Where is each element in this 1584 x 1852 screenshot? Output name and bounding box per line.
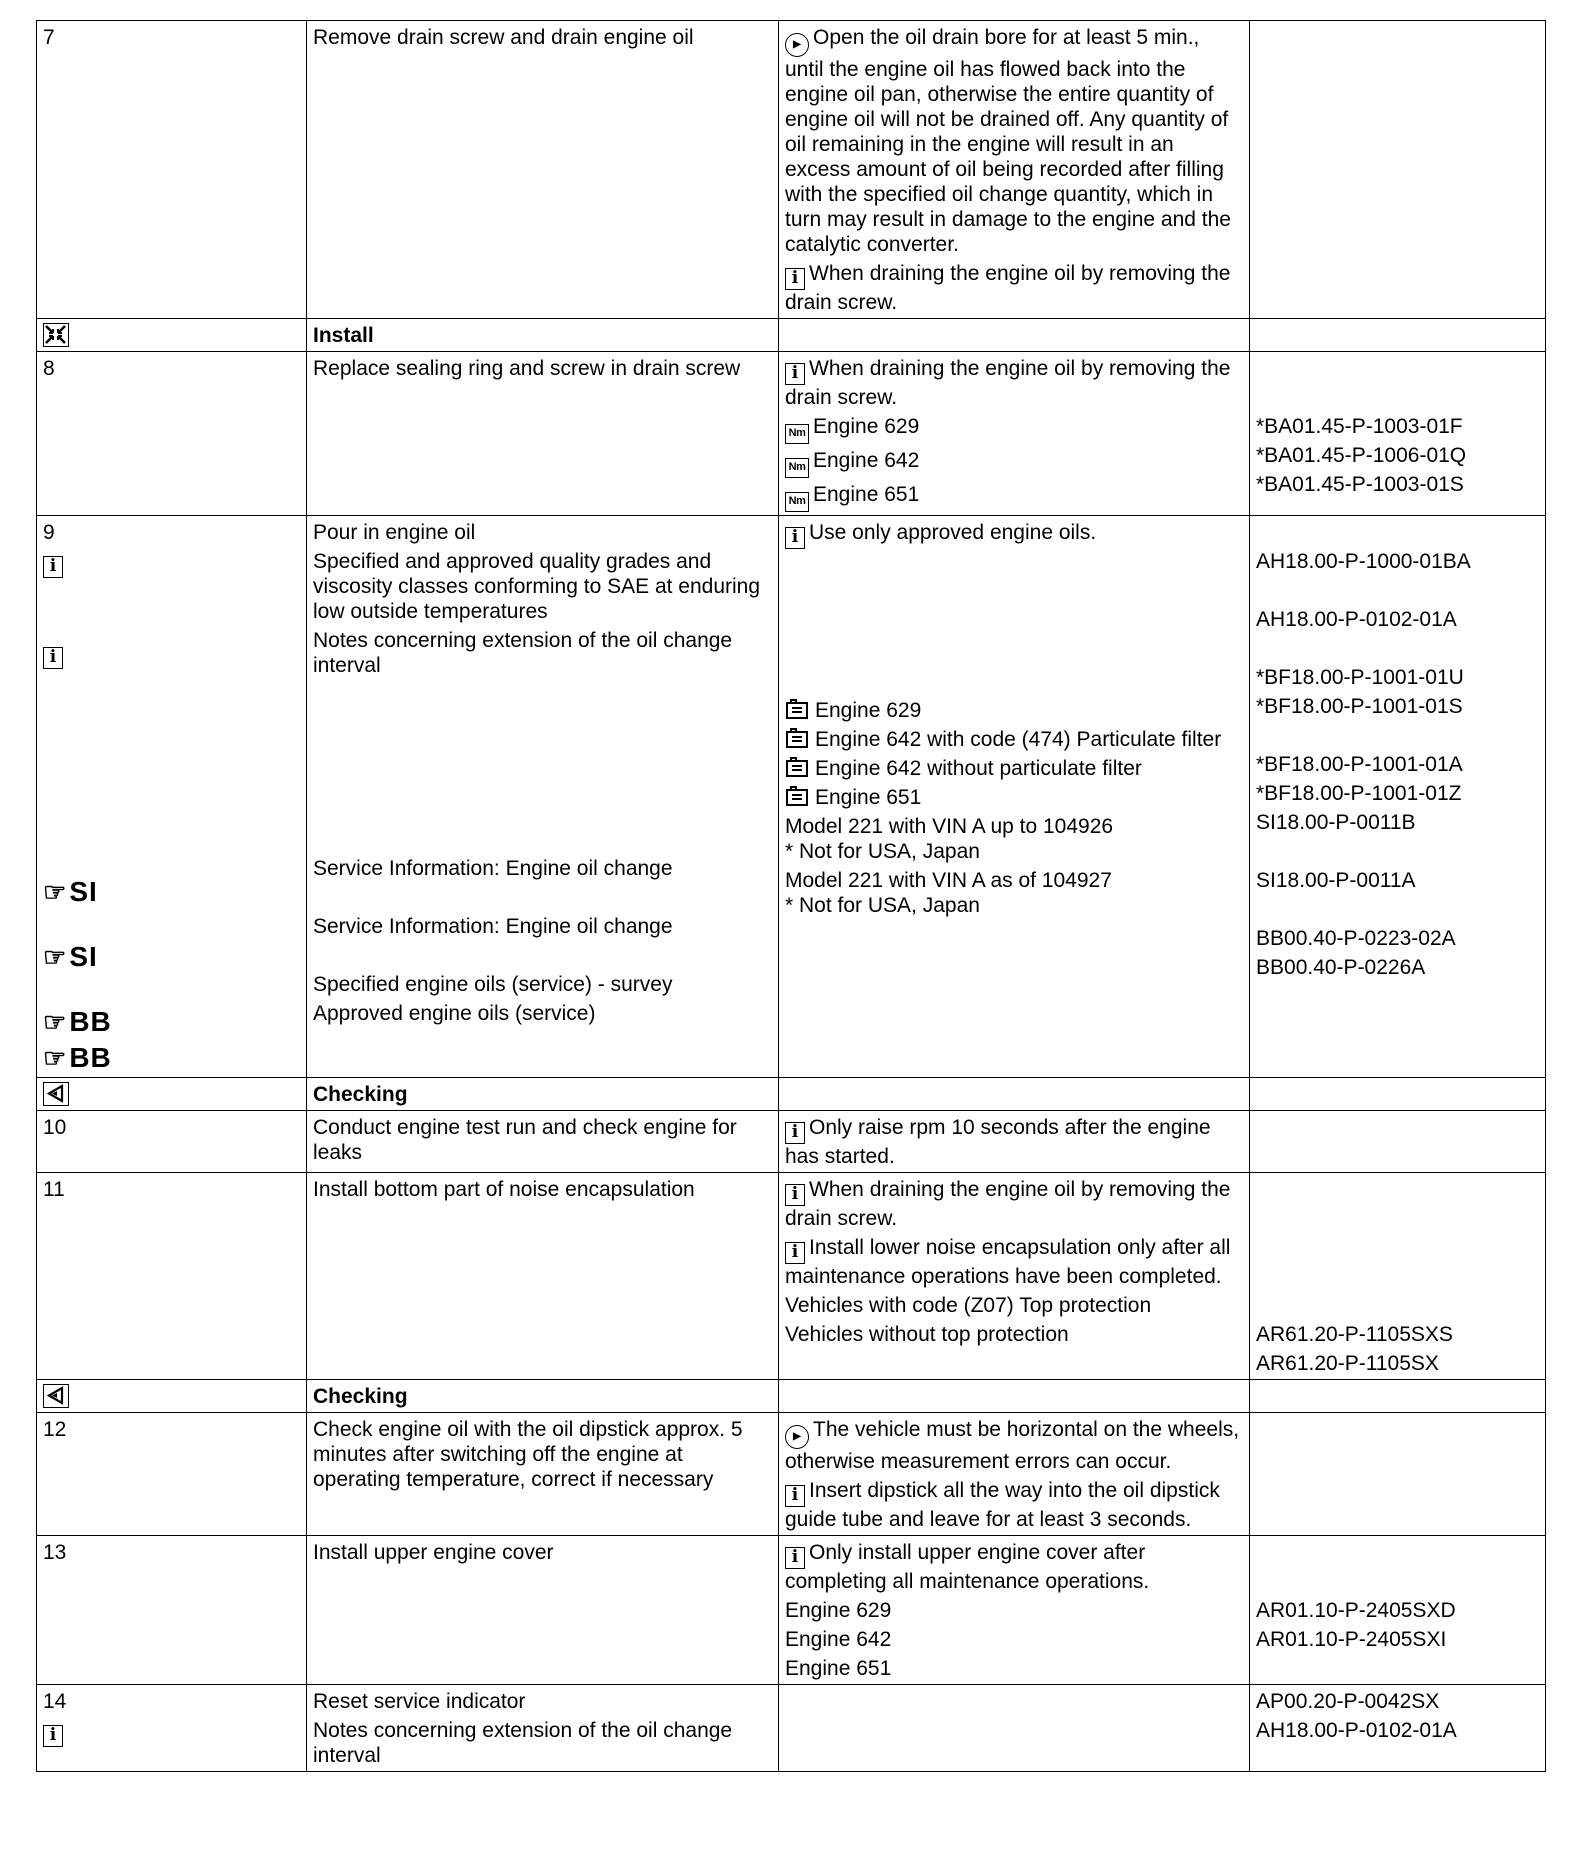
cell-line <box>785 482 1243 512</box>
cell-line <box>1256 810 1539 835</box>
note-cell <box>779 1536 1250 1685</box>
cell-line <box>785 1656 1243 1681</box>
cell-line <box>1256 1627 1539 1652</box>
cell-text: Engine 651 <box>815 786 922 809</box>
cell-line <box>1256 520 1539 545</box>
cell-line <box>313 1384 772 1409</box>
cell-line <box>43 1540 300 1565</box>
cell-text: Only raise rpm 10 seconds after the engine has started. <box>785 1116 1217 1168</box>
cell-line <box>313 520 772 545</box>
work-step-row <box>37 21 1546 319</box>
cell-line <box>43 847 300 872</box>
cell-line <box>313 1082 772 1107</box>
cell-text: When draining the engine oil by removing the drain screw. <box>785 1178 1237 1230</box>
cell-line <box>785 1417 1243 1474</box>
reference-type: BB <box>69 1042 112 1073</box>
reference-cell <box>1250 516 1546 1078</box>
oil-can-icon <box>785 727 811 749</box>
info-icon: i <box>785 268 805 290</box>
pointing-hand-icon: ☞ <box>43 1043 68 1073</box>
cell-text: AH18.00-P-0102-01A <box>1256 1719 1457 1742</box>
pointing-hand-icon: ☞ <box>43 1007 68 1037</box>
step-number-cell <box>37 1111 307 1173</box>
work-step-row <box>37 1173 1546 1380</box>
note-cell <box>779 21 1250 319</box>
cell-line <box>1256 1351 1539 1376</box>
section-title: Install <box>313 324 374 347</box>
cell-line <box>1256 723 1539 748</box>
cell-line <box>43 520 300 545</box>
cell-line <box>313 711 772 736</box>
cell-line <box>313 1689 772 1714</box>
cell-text: Notes concerning extension of the oil change interval <box>313 1719 738 1767</box>
reference-cell <box>1250 1078 1546 1111</box>
cell-text: *BA01.45-P-1003-01S <box>1256 473 1464 496</box>
cell-text: 12 <box>43 1418 67 1441</box>
cell-line <box>313 1177 772 1202</box>
reference-cell <box>1250 319 1546 352</box>
cell-text: BB00.40-P-0226A <box>1256 956 1426 979</box>
cell-line <box>313 25 772 50</box>
cell-line <box>313 943 772 968</box>
note-cell <box>779 352 1250 516</box>
cell-line <box>43 1177 300 1202</box>
cell-text: *BA01.45-P-1003-01F <box>1256 415 1463 438</box>
info-icon: i <box>785 1242 805 1264</box>
cell-line <box>43 818 300 843</box>
cell-line <box>313 769 772 794</box>
cell-text: AR61.20-P-1105SX <box>1256 1352 1439 1375</box>
cell-line <box>785 448 1243 478</box>
cell-line <box>1256 443 1539 468</box>
cell-line <box>1256 472 1539 497</box>
cell-line <box>313 798 772 823</box>
cell-text: *BF18.00-P-1001-01A <box>1256 753 1463 776</box>
warning-icon: ▶ <box>785 33 809 57</box>
cell-line <box>785 1322 1243 1347</box>
cell-line <box>1256 1322 1539 1347</box>
cell-line <box>43 640 300 669</box>
cell-line <box>785 1235 1243 1289</box>
warning-icon: ▶ <box>785 1425 809 1449</box>
cell-line <box>43 760 300 785</box>
cell-text: Check engine oil with the oil dipstick approx. 5 minutes after switching off the engine at operating temperature, correct if necessary <box>313 1418 749 1491</box>
work-step-row <box>37 516 1546 1078</box>
cell-line <box>785 553 1243 578</box>
cell-line <box>313 1115 772 1165</box>
cell-text: Install lower noise encapsulation only after all maintenance operations have been completed. <box>785 1236 1237 1288</box>
cell-line <box>313 1718 772 1768</box>
operation-cell <box>307 1380 779 1413</box>
cell-line <box>43 702 300 727</box>
reference-link[interactable] <box>43 876 300 908</box>
cell-line <box>313 356 772 381</box>
cell-line <box>785 868 1243 918</box>
cell-line <box>1256 636 1539 661</box>
step-number-cell <box>37 1685 307 1772</box>
cell-line <box>785 25 1243 257</box>
cell-text: 7 <box>43 26 55 49</box>
cell-text: Open the oil drain bore for at least 5 min., until the engine oil has flowed back into the engine oil pan, otherwise the entire quantity of engine oil will not be drained off. Any quantity of oil remaining in the engine will result in an excess amount of oil being recorded after filling with the specified oil change quantity, which in turn may result in damage to the engine and the catalytic converter. <box>785 26 1237 256</box>
cell-text: AR01.10-P-2405SXD <box>1256 1599 1456 1622</box>
cell-text: Install upper engine cover <box>313 1541 554 1564</box>
cell-line <box>1256 356 1539 381</box>
info-icon: i <box>43 647 63 669</box>
reference-type: BB <box>69 1006 112 1037</box>
cell-text: Engine 629 <box>815 699 922 722</box>
cell-text: Engine 642 <box>813 449 920 472</box>
section-title: Checking <box>313 1083 408 1106</box>
step-number-cell <box>37 1173 307 1380</box>
cell-line <box>43 1115 300 1140</box>
cell-text: Engine 651 <box>785 1657 892 1680</box>
cell-line <box>313 740 772 765</box>
cell-line <box>313 628 772 678</box>
step-number-cell <box>37 319 307 352</box>
cell-text: *BF18.00-P-1001-01U <box>1256 666 1464 689</box>
work-step-row <box>37 1111 1546 1173</box>
operation-cell <box>307 1685 779 1772</box>
cell-text: Use only approved engine oils. <box>809 521 1097 544</box>
cell-line <box>785 1478 1243 1532</box>
check-icon <box>43 1082 69 1106</box>
cell-text: Engine 642 with code (474) Particulate filter <box>815 728 1222 751</box>
cell-text: 14 <box>43 1690 67 1713</box>
cell-text: SI18.00-P-0011B <box>1256 811 1416 834</box>
cell-line <box>43 731 300 756</box>
cell-line <box>1256 955 1539 980</box>
cell-line <box>1256 897 1539 922</box>
step-number-cell <box>37 1078 307 1111</box>
cell-line <box>1256 1598 1539 1623</box>
cell-line <box>785 520 1243 549</box>
cell-text: 10 <box>43 1116 67 1139</box>
cell-line <box>785 1627 1243 1652</box>
reference-cell <box>1250 1536 1546 1685</box>
cell-line <box>43 1082 300 1107</box>
cell-text: Engine 642 <box>785 1628 892 1651</box>
cell-line <box>785 1177 1243 1231</box>
cell-line <box>43 912 300 937</box>
cell-line <box>313 682 772 707</box>
info-icon: i <box>43 1725 63 1747</box>
cell-line <box>43 673 300 698</box>
cell-line <box>43 1417 300 1442</box>
repair-instructions-document <box>36 20 1545 1772</box>
cell-text: Engine 629 <box>785 1599 892 1622</box>
cell-line <box>785 814 1243 864</box>
note-cell <box>779 319 1250 352</box>
cell-line <box>785 582 1243 607</box>
cell-text: BB00.40-P-0223-02A <box>1256 927 1456 950</box>
cell-text: Insert dipstick all the way into the oil dipstick guide tube and leave for at least 3 seconds. <box>785 1479 1226 1531</box>
cell-text: Engine 651 <box>813 483 920 506</box>
cell-line <box>1256 781 1539 806</box>
note-cell <box>779 516 1250 1078</box>
check-icon <box>43 1384 69 1408</box>
cell-line <box>1256 578 1539 603</box>
cell-line <box>1256 385 1539 410</box>
cell-text: Remove drain screw and drain engine oil <box>313 26 694 49</box>
cell-line <box>1256 694 1539 719</box>
pointing-hand-icon: ☞ <box>43 877 68 907</box>
operation-cell <box>307 1536 779 1685</box>
cell-line <box>43 1384 300 1409</box>
reference-cell <box>1250 1111 1546 1173</box>
operation-cell <box>307 319 779 352</box>
info-icon: i <box>785 1547 805 1569</box>
cell-line <box>313 1417 772 1492</box>
cell-line <box>785 414 1243 444</box>
cell-line <box>1256 926 1539 951</box>
cell-text: Approved engine oils (service) <box>313 1002 596 1025</box>
cell-line <box>43 1718 300 1747</box>
cell-text: The vehicle must be horizontal on the wheels, otherwise measurement errors can occur. <box>785 1418 1245 1473</box>
reference-type: SI <box>69 876 98 907</box>
section-header-row <box>37 1078 1546 1111</box>
reference-link[interactable] <box>43 941 300 973</box>
cell-line <box>785 1540 1243 1594</box>
cell-text: *BF18.00-P-1001-01S <box>1256 695 1463 718</box>
oil-can-icon <box>785 698 811 720</box>
cell-line <box>313 856 772 881</box>
cell-text: AH18.00-P-0102-01A <box>1256 608 1457 631</box>
cell-text: *BA01.45-P-1006-01Q <box>1256 444 1467 467</box>
reference-type: SI <box>69 941 98 972</box>
cell-line <box>1256 1293 1539 1318</box>
work-step-row <box>37 1536 1546 1685</box>
cell-line <box>43 323 300 348</box>
cell-text: Model 221 with VIN A as of 104927 * Not for USA, Japan <box>785 869 1112 917</box>
cell-line <box>43 582 300 607</box>
cell-line <box>313 885 772 910</box>
work-step-row <box>37 1685 1546 1772</box>
cell-line <box>1256 868 1539 893</box>
cell-line <box>785 611 1243 636</box>
cell-line <box>43 977 300 1002</box>
operation-cell <box>307 1078 779 1111</box>
cell-line <box>1256 549 1539 574</box>
cell-line <box>785 261 1243 315</box>
cell-line <box>43 611 300 636</box>
reference-cell <box>1250 352 1546 516</box>
cell-text: Specified and approved quality grades and viscosity classes conforming to SAE at enduring low outside temperatures <box>313 550 766 623</box>
oil-can-icon <box>785 756 811 778</box>
cell-text: Vehicles without top protection <box>785 1323 1069 1346</box>
operation-cell <box>307 21 779 319</box>
section-header-row <box>37 319 1546 352</box>
cell-line <box>1256 1264 1539 1289</box>
cell-line <box>1256 1718 1539 1743</box>
operation-cell <box>307 1173 779 1380</box>
info-icon: i <box>785 1122 805 1144</box>
operation-cell <box>307 1413 779 1536</box>
work-step-row <box>37 1413 1546 1536</box>
reference-cell <box>1250 1380 1546 1413</box>
cell-line <box>785 756 1243 781</box>
torque-icon: Nm <box>785 492 809 512</box>
operation-cell <box>307 1111 779 1173</box>
cell-text: When draining the engine oil by removing the drain screw. <box>785 262 1237 314</box>
oil-can-icon <box>785 785 811 807</box>
cell-text: 13 <box>43 1541 67 1564</box>
reference-cell <box>1250 1685 1546 1772</box>
torque-icon: Nm <box>785 458 809 478</box>
note-cell <box>779 1111 1250 1173</box>
info-icon: i <box>43 556 63 578</box>
cell-line <box>313 1540 772 1565</box>
install-icon <box>43 323 69 347</box>
cell-text: AH18.00-P-1000-01BA <box>1256 550 1471 573</box>
note-cell <box>779 1173 1250 1380</box>
reference-link[interactable] <box>43 1042 300 1074</box>
cell-text: 11 <box>43 1178 65 1201</box>
cell-text: Service Information: Engine oil change <box>313 857 673 880</box>
cell-line <box>1256 414 1539 439</box>
reference-link[interactable] <box>43 1006 300 1038</box>
step-number-cell <box>37 1413 307 1536</box>
cell-text: Replace sealing ring and screw in drain screw <box>313 357 741 380</box>
cell-line <box>43 789 300 814</box>
cell-line <box>785 669 1243 694</box>
operation-cell <box>307 516 779 1078</box>
reference-cell <box>1250 21 1546 319</box>
work-steps-table <box>36 20 1546 1772</box>
cell-text: When draining the engine oil by removing the drain screw. <box>785 357 1237 409</box>
operation-cell <box>307 352 779 516</box>
section-header-row <box>37 1380 1546 1413</box>
note-cell <box>779 1413 1250 1536</box>
cell-line <box>313 1001 772 1026</box>
cell-line <box>785 727 1243 752</box>
cell-text: Only install upper engine cover after completing all maintenance operations. <box>785 1541 1152 1593</box>
work-step-row <box>37 352 1546 516</box>
cell-line <box>43 356 300 381</box>
note-cell <box>779 1078 1250 1111</box>
cell-text: Notes concerning extension of the oil change interval <box>313 629 738 677</box>
step-number-cell <box>37 352 307 516</box>
step-number-cell <box>37 1536 307 1685</box>
cell-text: Conduct engine test run and check engine for leaks <box>313 1116 743 1164</box>
cell-text: 8 <box>43 357 55 380</box>
info-icon: i <box>785 527 805 549</box>
cell-text: Engine 629 <box>813 415 920 438</box>
cell-line <box>1256 1177 1539 1202</box>
cell-line <box>313 914 772 939</box>
cell-line <box>785 640 1243 665</box>
cell-line <box>1256 752 1539 777</box>
cell-text: 9 <box>43 521 55 544</box>
cell-line <box>43 25 300 50</box>
step-number-cell <box>37 516 307 1078</box>
pointing-hand-icon: ☞ <box>43 942 68 972</box>
cell-line <box>1256 1540 1539 1565</box>
cell-line <box>785 1293 1243 1318</box>
cell-text: Service Information: Engine oil change <box>313 915 673 938</box>
step-number-cell <box>37 21 307 319</box>
cell-line <box>785 1115 1243 1169</box>
cell-text: Specified engine oils (service) - survey <box>313 973 673 996</box>
cell-line <box>785 356 1243 410</box>
cell-line <box>313 827 772 852</box>
cell-line <box>313 549 772 624</box>
cell-text: SI18.00-P-0011A <box>1256 869 1416 892</box>
cell-line <box>1256 1235 1539 1260</box>
cell-text: AR61.20-P-1105SXS <box>1256 1323 1453 1346</box>
cell-line <box>313 972 772 997</box>
cell-line <box>1256 665 1539 690</box>
cell-line <box>1256 1689 1539 1714</box>
cell-line <box>43 549 300 578</box>
cell-line <box>1256 1206 1539 1231</box>
section-title: Checking <box>313 1385 408 1408</box>
note-cell <box>779 1685 1250 1772</box>
cell-line <box>43 1689 300 1714</box>
reference-cell <box>1250 1173 1546 1380</box>
cell-line <box>785 698 1243 723</box>
cell-text: Pour in engine oil <box>313 521 476 544</box>
note-cell <box>779 1380 1250 1413</box>
reference-cell <box>1250 1413 1546 1536</box>
cell-line <box>1256 839 1539 864</box>
cell-line <box>785 785 1243 810</box>
cell-text: Vehicles with code (Z07) Top protection <box>785 1294 1152 1317</box>
info-icon: i <box>785 1485 805 1507</box>
info-icon: i <box>785 363 805 385</box>
cell-line <box>313 323 772 348</box>
cell-line <box>1256 1569 1539 1594</box>
info-icon: i <box>785 1184 805 1206</box>
torque-icon: Nm <box>785 424 809 444</box>
cell-text: *BF18.00-P-1001-01Z <box>1256 782 1462 805</box>
cell-text: Model 221 with VIN A up to 104926 * Not for USA, Japan <box>785 815 1114 863</box>
cell-text: Reset service indicator <box>313 1690 526 1713</box>
cell-line <box>1256 607 1539 632</box>
cell-line <box>785 1598 1243 1623</box>
cell-text: AP00.20-P-0042SX <box>1256 1690 1440 1713</box>
cell-text: Engine 642 without particulate filter <box>815 757 1142 780</box>
step-number-cell <box>37 1380 307 1413</box>
cell-text: Install bottom part of noise encapsulation <box>313 1178 695 1201</box>
cell-text: AR01.10-P-2405SXI <box>1256 1628 1447 1651</box>
